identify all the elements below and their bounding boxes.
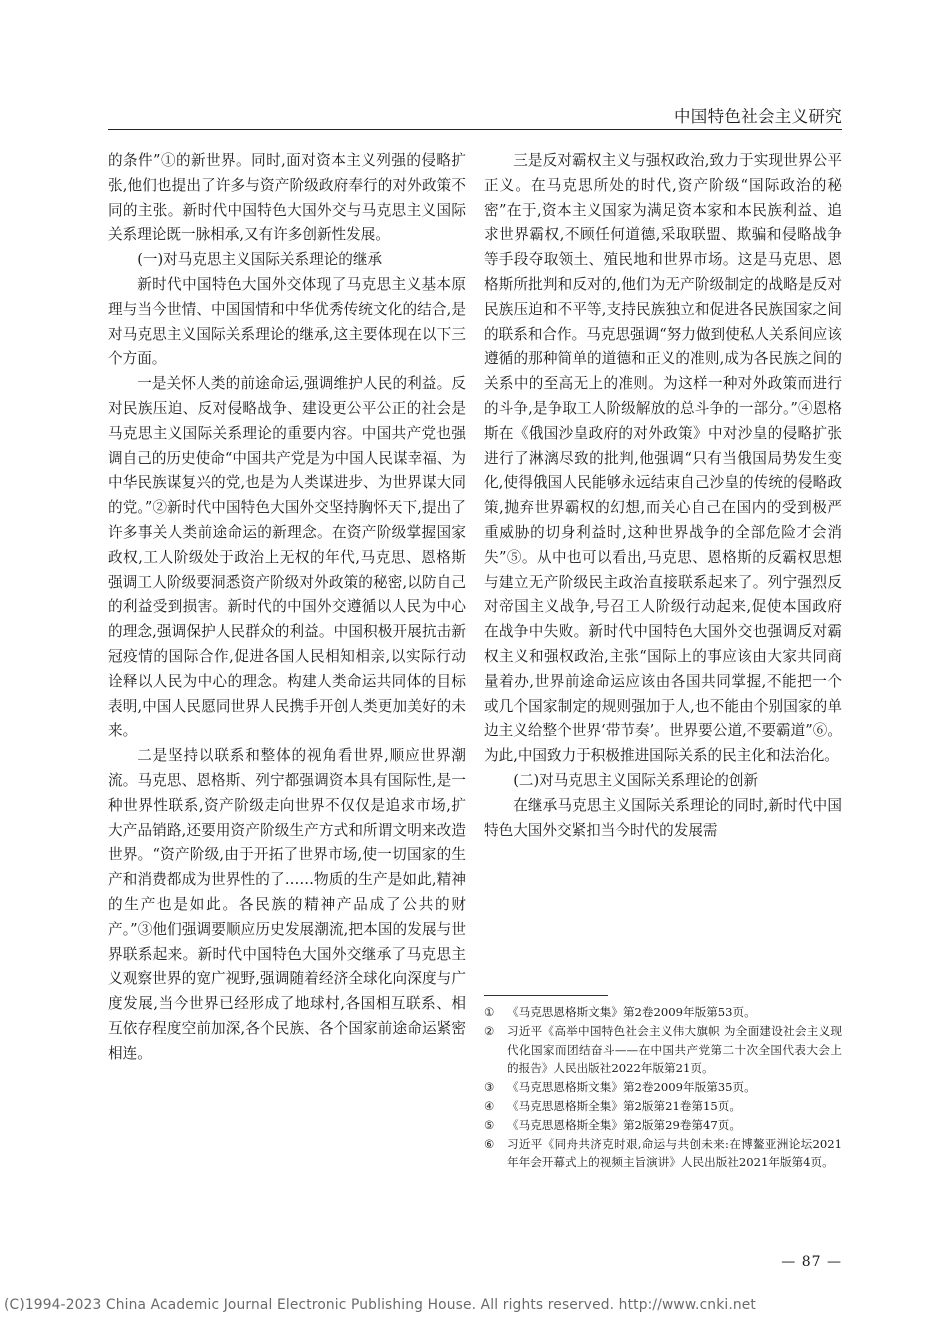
body-paragraph: 一是关怀人类的前途命运,强调维护人民的利益。反对民族压迫、反对侵略战争、建设更公平公正的社会是马克思主义国际关系理论的重要内容。中国共产党也强调自己的历史使命“中国共产党是为中国人民谋幸福、为中华民族谋复兴的党,也是为人类谋进步、为世界谋大同的党。”②新时代中国特色大国外交坚持胸怀天下,提出了许多事关人类前途命运的新理念。在资产阶级掌握国家政权,工人阶级处于政治上无权的年代,马克思、恩格斯强调工人阶级要洞悉资产阶级对外政策的秘密,以防自己的利益受到损害。新时代的中国外交遵循以人民为中心的理念,强调保护人民群众的利益。中国积极开展抗击新冠疫情的国际合作,促进各国人民相知相亲,以实际行动诠释以人民为中心的理念。构建人类命运共同体的目标表明,中国人民愿同世界人民携手开创人类更加美好的未来。 — [108, 375, 466, 740]
footnote-mark: ② — [484, 1023, 495, 1038]
page-number: — 87 — — [781, 1254, 842, 1270]
footnote — [484, 1078, 842, 1097]
left-column — [108, 149, 466, 1066]
footnote-text: 《马克思恩格斯全集》第2版第21卷第15页。 — [507, 1098, 741, 1113]
footnote-mark: ① — [484, 1005, 495, 1019]
journal-title: 中国特色社会主义研究 — [674, 107, 842, 126]
body-paragraph: 二是坚持以联系和整体的视角看世界,顺应世界潮流。马克思、恩格斯、列宁都强调资本具有国际性,是一种世界性联系,资产阶级走向世界不仅仅是追求市场,扩大产品销路,还要用资产阶级生产方式和所谓文明来改造世界。“资产阶级,由于开拓了世界市场,使一切国家的生产和消费都成为世界性的了……物质的生产是如此,精神的生产也是如此。各民族的精神产品成了公共的财产。”③他们强调要顺应历史发展潮流,把本国的发展与世界联系起来。新时代中国特色大国外交继承了马克思主义观察世界的宽广视野,强调随着经济全球化向深度与广度发展,当今世界已经形成了地球村,各国相互联系、相互依存程度空前加深,各个民族、各个国家前途命运紧密相连。 — [108, 747, 466, 1062]
section-heading: (一)对马克思主义国际关系理论的继承 — [137, 251, 383, 269]
footnote-text: 《马克思恩格斯文集》第2卷2009年版第53页。 — [507, 1005, 756, 1019]
footnote — [484, 1135, 842, 1173]
section-heading: (二)对马克思主义国际关系理论的创新 — [513, 771, 759, 789]
body-paragraph: 新时代中国特色大国外交体现了马克思主义基本原理与当今世情、中国国情和中华优秀传统文化的结合,是对马克思主义国际关系理论的继承,这主要体现在以下三个方面。 — [108, 275, 466, 368]
footnotes — [484, 1003, 842, 1172]
footnote — [484, 1003, 842, 1022]
right-column — [484, 149, 842, 843]
footnote-text: 《马克思恩格斯文集》第2卷2009年版第35页。 — [507, 1080, 756, 1095]
footnote-mark: ⑤ — [484, 1117, 495, 1132]
footnote-text: 习近平《高举中国特色社会主义伟大旗帜 为全面建设社会主义现代化国家而团结奋斗——在中国共产党第二十次全国代表大会上的报告》人民出版社2022年版第21页。 — [507, 1023, 842, 1076]
footnote — [484, 1097, 842, 1116]
body-paragraph: 在继承马克思主义国际关系理论的同时,新时代中国特色大国外交紧扣当今时代的发展需 — [484, 796, 842, 839]
footnote-divider — [484, 995, 608, 996]
footnote-text: 习近平《同舟共济克时艰,命运与共创未来:在博鳌亚洲论坛2021年年会开幕式上的视频主旨演讲》人民出版社2021年版第4页。 — [507, 1136, 842, 1170]
copyright-line: (C)1994-2023 China Academic Journal Electronic Publishing House. All rights reserved. http://www.cnki.net — [4, 1297, 756, 1313]
body-paragraph: 的条件”①的新世界。同时,面对资本主义列强的侵略扩张,他们也提出了许多与资产阶级政府奉行的对外政策不同的主张。新时代中国特色大国外交与马克思主义国际关系理论既一脉相承,又有许多创新性发展。 — [108, 152, 466, 244]
footnote-mark: ④ — [484, 1098, 495, 1113]
header-divider — [108, 129, 842, 130]
footnote — [484, 1116, 842, 1135]
footnote — [484, 1022, 842, 1078]
body-paragraph: 三是反对霸权主义与强权政治,致力于实现世界公平正义。在马克思所处的时代,资产阶级“国际政治的秘密”在于,资本主义国家为满足资本家和本民族利益、追求世界霸权,不顾任何道德,采取联盟、欺骗和侵略战争等手段夺取领土、殖民地和世界市场。这是马克思、恩格斯所批判和反对的,他们为无产阶级制定的战略是反对民族压迫和不平等,支持民族独立和促进各民族国家之间的联系和合作。马克思强调“努力做到使私人关系间应该遵循的那种简单的道德和正义的准则,成为各民族之间的关系中的至高无上的准则。为这样一种对外政策而进行的斗争,是争取工人阶级解放的总斗争的一部分。”④恩格斯在《俄国沙皇政府的对外政策》中对沙皇的侵略扩张进行了淋漓尽致的批判,他强调“只有当俄国局势发生变化,使得俄国人民能够永远结束自己沙皇的传统的侵略政策,抛弃世界霸权的幻想,而关心自己在国内的受到极严重威胁的切身利益时,这种世界战争的全部危险才会消失”⑤。从中也可以看出,马克思、恩格斯的反霸权思想与建立无产阶级民主政治直接联系起来了。列宁强烈反对帝国主义战争,号召工人阶级行动起来,促使本国政府在战争中失败。新时代中国特色大国外交也强调反对霸权主义和强权政治,主张“国际上的事应该由大家共同商量着办,世界前途命运应该由各国共同掌握,不能把一个或几个国家制定的规则强加于人,也不能由个别国家的单边主义给整个世界‘带节奏’。世界要公道,不要霸道”⑥。为此,中国致力于积极推进国际关系的民主化和法治化。 — [484, 152, 842, 765]
footnote-text: 《马克思恩格斯全集》第2版第29卷第47页。 — [507, 1117, 741, 1132]
footnote-mark: ③ — [484, 1080, 495, 1095]
footnote-mark: ⑥ — [484, 1136, 495, 1151]
